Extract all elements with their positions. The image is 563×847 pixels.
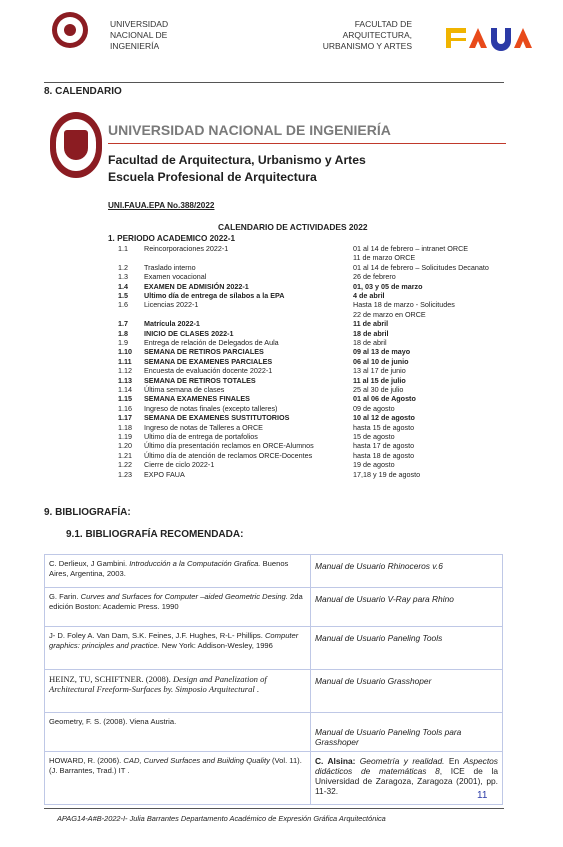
header-right-line: FACULTAD DE	[354, 19, 412, 29]
calendar-item-number: 1.15	[118, 394, 132, 404]
bibliography-table	[44, 554, 503, 805]
calendar-item-date: 26 de febrero	[353, 272, 396, 282]
calendar-item-date: 01 al 14 de febrero – intranet ORCE	[353, 244, 469, 253]
calendar-item-number: 1.10	[118, 347, 132, 357]
calendar-period: 1. PERIODO ACADEMICO 2022-1	[108, 234, 236, 243]
calendar-item-number: 1.4	[118, 281, 128, 291]
calendar-item-number: 1.18	[118, 422, 132, 432]
calendar-row	[118, 451, 538, 460]
calendar-item-number: 1.9	[118, 338, 128, 347]
footer-text: APAG14-A#B-2022-I- Julia Barrantes Departamento Académico de Expresión Gráfica Arquitectónica	[57, 814, 386, 823]
calendar-title: CALENDARIO DE ACTIVIDADES 2022	[218, 222, 368, 232]
bib-left-italic: CAD, Curved Surfaces and Building Quality	[123, 756, 270, 765]
calendar-row	[118, 263, 538, 272]
calendar-row	[118, 404, 538, 413]
table-row	[45, 588, 503, 627]
calendar-item-activity: INICIO DE CLASES 2022-1	[144, 328, 234, 338]
calendar-item-date: 17,18 y 19 de agosto	[353, 469, 421, 479]
bib-left-text: C. Derlieux, J Gambini.	[49, 559, 130, 568]
calendar-item-date: 01, 03 y 05 de marzo	[353, 281, 423, 291]
calendar-item-number: 1.11	[118, 356, 132, 366]
table-row	[45, 555, 503, 588]
calendar-item-activity: Ingreso de notas finales (excepto talleres)	[144, 403, 278, 413]
bib-left-cell	[45, 670, 311, 713]
calendar-item-activity: EXPO FAUA	[144, 469, 185, 479]
calendar-item-number: 1.22	[118, 460, 132, 470]
calendar-row	[118, 282, 538, 291]
header-right	[310, 19, 412, 52]
calendar-item-number: 1.6	[118, 300, 128, 310]
bib-right-cell	[311, 713, 503, 752]
calendar-item-activity: Matrícula 2022-1	[144, 319, 200, 329]
calendar-item-number: 1.12	[118, 366, 132, 376]
calendar-row	[118, 329, 538, 338]
calendar-item-date: 11 de marzo ORCE	[353, 253, 416, 263]
bib-left-text: HOWARD, R. (2006).	[49, 756, 124, 765]
calendar-item-number: 1.3	[118, 272, 128, 282]
letterhead-school: Escuela Profesional de Arquitectura	[108, 170, 317, 184]
calendar-item-number: 1.20	[118, 441, 132, 451]
calendar-item-date: hasta 15 de agosto	[353, 422, 415, 432]
bib-left-cell	[45, 752, 311, 805]
calendar-item-activity: SEMANA EXAMENES FINALES	[144, 394, 250, 404]
bib-left-cell	[45, 555, 311, 588]
header-left-line: NACIONAL DE	[110, 30, 168, 40]
bib-right-cell	[311, 752, 503, 805]
calendar-item-date: 13 al 17 de junio	[353, 366, 406, 376]
bib-left-text-end: 2da edición Boston: Academic Press. 1990	[49, 592, 303, 611]
uni-seal-icon	[52, 12, 88, 48]
calendar-item-date: 18 de abril	[353, 328, 389, 338]
calendar-row	[118, 310, 538, 319]
bib-left-text: J- D. Foley A. Van Dam, S.K. Feines, J.F. Hughes, R-L- Phillips.	[49, 631, 265, 640]
bib-left-italic: Introducción a la Computación Grafica.	[129, 559, 261, 568]
calendar-item-activity: SEMANA DE RETIROS PARCIALES	[144, 347, 264, 357]
table-row	[45, 670, 503, 713]
calendar-item-activity: Traslado interno	[144, 262, 196, 272]
calendar-item-activity: SEMANA DE EXAMENES SUSTITUTORIOS	[144, 413, 290, 423]
calendar-item-number: 1.8	[118, 328, 128, 338]
header-left-line: INGENIERÍA	[110, 41, 160, 51]
calendar-row	[118, 385, 538, 394]
calendar-item-number: 1.13	[118, 375, 132, 385]
bib-left-italic: Curves and Surfaces for Computer –aided Geometric Desing.	[80, 592, 288, 601]
calendar-row	[118, 291, 538, 300]
header-right-line: ARQUITECTURA,	[342, 30, 412, 40]
calendar-row	[118, 272, 538, 281]
calendar-item-number: 1.17	[118, 413, 132, 423]
bib-right-mid: En	[444, 756, 464, 766]
bib-right-author: C. Alsina:	[315, 756, 356, 766]
calendar-row	[118, 460, 538, 469]
calendar-item-activity: SEMANA DE RETIROS TOTALES	[144, 375, 256, 385]
calendar-row	[118, 357, 538, 366]
calendar-item-activity: Ultimo día de entrega de sílabos a la EPA	[144, 291, 285, 300]
calendar-item-activity: Examen vocacional	[144, 272, 207, 282]
section-9-1-title: 9.1. BIBLIOGRAFÍA RECOMENDADA:	[66, 529, 244, 540]
letterhead-university: UNIVERSIDAD NACIONAL DE INGENIERÍA	[108, 122, 391, 138]
header-right-line: URBANISMO Y ARTES	[322, 41, 412, 51]
footer-rule	[44, 808, 504, 809]
letterhead-ref: UNI.FAUA.EPA No.388/2022	[108, 201, 215, 210]
calendar-item-activity: Ultimo día de entrega de portafolios	[144, 432, 258, 441]
bib-left-italic: Computer graphics: principles and practice.	[49, 631, 299, 650]
bib-right-cell	[311, 670, 503, 713]
header-left	[110, 19, 168, 52]
calendar-row	[118, 376, 538, 385]
bib-left-cell	[45, 713, 311, 752]
calendar-item-date: 10 al 12 de agosto	[353, 413, 415, 423]
bib-left-text: Geometry, F. S. (2008). Viena Austria.	[49, 717, 177, 726]
bib-left-cell	[45, 588, 311, 627]
calendar-item-number: 1.19	[118, 432, 132, 441]
calendar-item-date: 09 de agosto	[353, 403, 395, 413]
bib-left-text-end: Buenos Aires, Argentina, 2003.	[49, 559, 289, 578]
table-row	[45, 627, 503, 670]
calendar-row	[118, 413, 538, 422]
header-rule	[44, 82, 504, 83]
calendar-row	[118, 338, 538, 347]
calendar-row	[118, 366, 538, 375]
bib-right-text: Manual de Usuario Rhinoceros v.6	[315, 561, 443, 571]
calendar-item-date: 15 de agosto	[353, 432, 395, 441]
calendar-item-date: 11 de abril	[353, 319, 389, 329]
bib-right-cell	[311, 555, 503, 588]
section-8-title: 8. CALENDARIO	[44, 86, 122, 97]
bib-right-text: Manual de Usuario Paneling Tools para Grasshoper	[315, 727, 462, 747]
header-left-line: UNIVERSIDAD	[110, 19, 169, 29]
uni-seal-large-icon	[50, 112, 102, 178]
calendar-item-date: hasta 17 de agosto	[353, 441, 415, 451]
table-row	[45, 752, 503, 805]
bib-right-title: Geometría y realidad.	[355, 756, 445, 766]
calendar-item-date: 09 al 13 de mayo	[353, 347, 411, 357]
calendar-item-number: 1.16	[118, 403, 132, 413]
faua-logo	[446, 25, 534, 51]
letterhead-faculty: Facultad de Arquitectura, Urbanismo y Artes	[108, 153, 366, 167]
calendar-item-activity: Último día presentación reclamos en ORCE-Alumnos	[144, 441, 314, 451]
calendar-row	[118, 319, 538, 328]
calendar-item-number: 1.23	[118, 469, 132, 479]
calendar-row	[118, 394, 538, 403]
calendar-item-activity: Último día de atención de reclamos ORCE-Docentes	[144, 450, 313, 460]
calendar-item-number: 1.5	[118, 291, 128, 300]
calendar-item-date: 06 al 10 de junio	[353, 356, 409, 366]
bib-right-rest: , ICE de la Universidad de Zaragoza, Zaragoza (2001), pp. 11-32.	[315, 766, 498, 796]
section-9-title: 9. BIBLIOGRAFÍA:	[44, 507, 131, 518]
calendar-item-date: 4 de abril	[353, 291, 385, 300]
bib-left-italic: Design and Panelization of Architectural Freeform-Surfaces by. Simposio Arquitectural .	[49, 674, 267, 694]
calendar-row	[118, 244, 538, 253]
calendar-item-date: hasta 18 de agosto	[353, 450, 415, 460]
calendar-item-activity: Cierre de ciclo 2022-1	[144, 460, 215, 470]
bib-right-cell	[311, 627, 503, 670]
calendar-row	[118, 441, 538, 450]
calendar-item-number: 1.21	[118, 450, 132, 460]
calendar-item-activity: Última semana de clases	[144, 385, 225, 394]
calendar-item-number: 1.2	[118, 262, 128, 272]
calendar-row	[118, 347, 538, 356]
calendar-row	[118, 432, 538, 441]
calendar-row	[118, 300, 538, 309]
bib-left-text: G. Farin.	[49, 592, 81, 601]
calendar-row	[118, 423, 538, 432]
calendar-item-activity: Entrega de relación de Delegados de Aula	[144, 338, 279, 347]
calendar-item-activity: Encuesta de evaluación docente 2022-1	[144, 366, 273, 376]
calendar-row	[118, 470, 538, 479]
calendar-item-activity: Ingreso de notas de Talleres a ORCE	[144, 422, 263, 432]
bib-right-source: Aspectos didácticos de matemáticas 8	[315, 756, 498, 776]
calendar-item-number: 1.7	[118, 319, 128, 329]
table-row	[45, 713, 503, 752]
calendar-row	[118, 253, 538, 262]
bib-right-text: Manual de Usuario Grasshoper	[315, 676, 432, 686]
calendar-item-date: 19 de agosto	[353, 460, 395, 470]
calendar-item-activity: Reincorporaciones 2022-1	[144, 244, 229, 253]
page-number: 11	[477, 790, 488, 801]
calendar-item-date: Hasta 18 de marzo - Solicitudes	[353, 300, 455, 310]
calendar-item-activity: Licencias 2022-1	[144, 300, 199, 310]
bib-left-text: HEINZ, TU, SCHIFTNER. (2008).	[49, 674, 173, 684]
bib-left-text-end: (Vol. 11). (J. Barrantes, Trad.) IT .	[49, 756, 302, 775]
calendar-item-date: 18 de abril	[353, 338, 387, 347]
bib-right-text: Manual de Usuario V-Ray para Rhino	[315, 594, 454, 604]
calendar-item-activity: SEMANA DE EXAMENES PARCIALES	[144, 356, 273, 366]
calendar-item-activity: EXAMEN DE ADMISIÓN 2022-1	[144, 281, 249, 291]
calendar-item-date: 01 al 14 de febrero – Solicitudes Decanato	[353, 262, 489, 272]
calendar-item-date: 01 al 06 de Agosto	[353, 394, 416, 404]
calendar-item-date: 11 al 15 de julio	[353, 375, 406, 385]
letterhead-red-rule	[108, 143, 506, 144]
calendar-item-date: 22 de marzo en ORCE	[353, 309, 426, 319]
calendar-item-number: 1.14	[118, 385, 132, 394]
bib-left-text-end: New York: Addison-Wesley, 1996	[159, 641, 273, 650]
bib-right-text: Manual de Usuario Paneling Tools	[315, 633, 443, 643]
calendar-item-number: 1.1	[118, 244, 128, 253]
faua-logo-icon	[446, 25, 534, 51]
calendar-item-date: 25 al 30 de julio	[353, 385, 404, 394]
bib-right-cell	[311, 588, 503, 627]
bib-left-cell	[45, 627, 311, 670]
